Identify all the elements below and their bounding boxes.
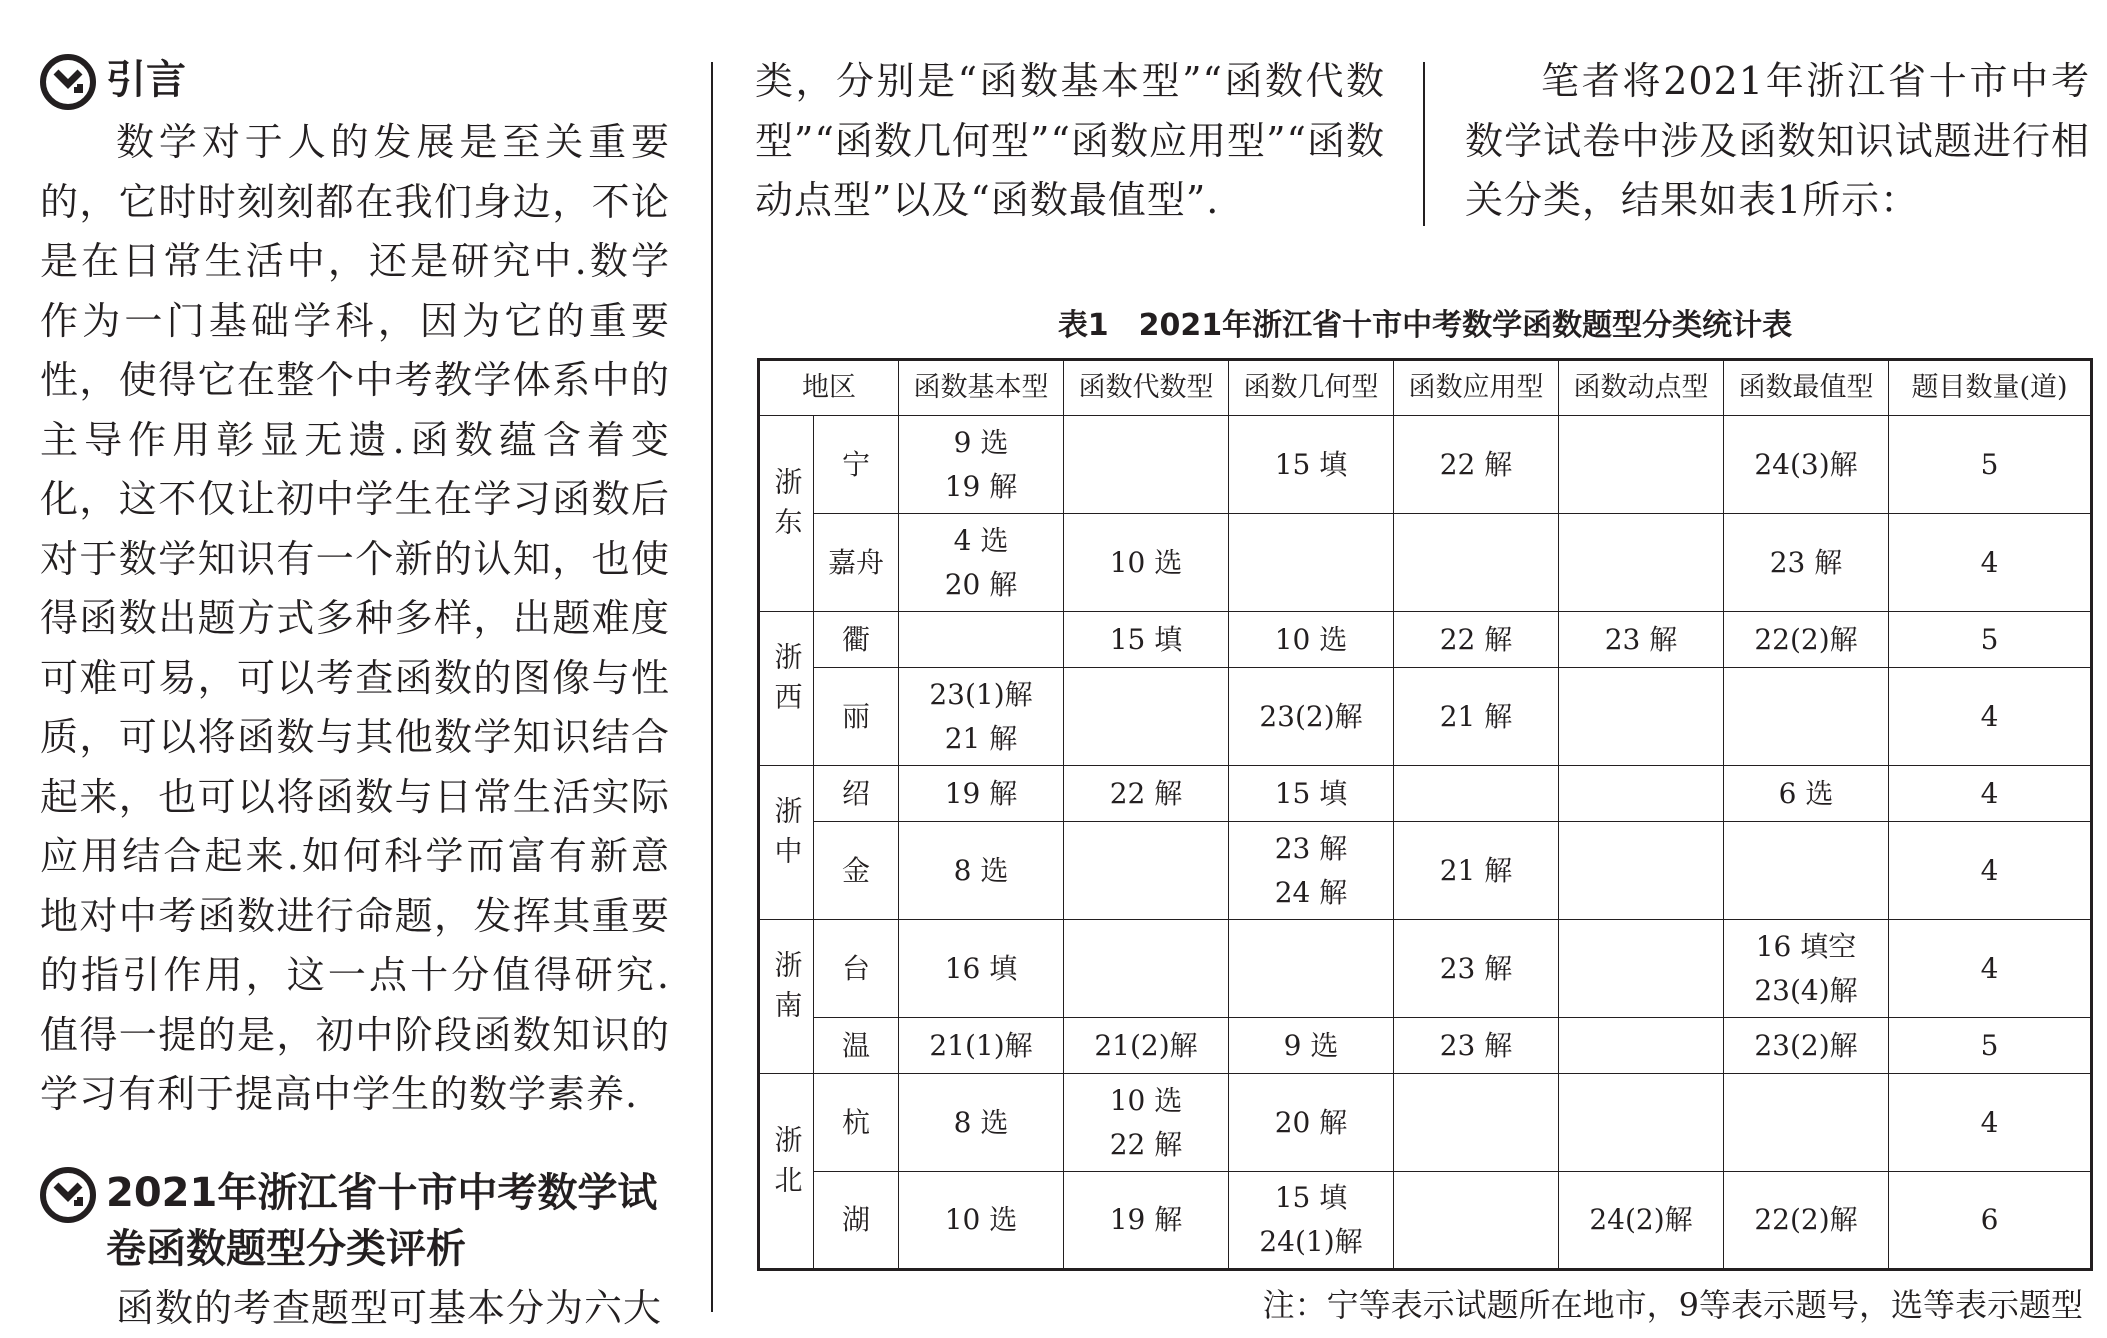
right-column — [1465, 52, 2090, 231]
table-cell: 23 解 — [1559, 612, 1724, 668]
table-header-cell: 函数基本型 — [899, 360, 1064, 416]
table-cell: 15 填 24(1)解 — [1229, 1172, 1394, 1270]
table-cell: 19 解 — [899, 766, 1064, 822]
table-row — [759, 612, 2092, 668]
left-column — [40, 52, 670, 1338]
table-cell: 4 — [1889, 1074, 2092, 1172]
table-row — [759, 766, 2092, 822]
table-cell — [1559, 822, 1724, 920]
table-cell: 23(2)解 — [1724, 1018, 1889, 1074]
table-note: 注：宁等表示试题所在地市，9等表示题号，选等表示题型 — [1262, 1286, 2083, 1324]
table-cell — [1064, 920, 1229, 1018]
table-cell: 22(2)解 — [1724, 1172, 1889, 1270]
column-divider — [1423, 62, 1425, 226]
region-label: 浙中 — [770, 796, 804, 876]
table-cell: 4 — [1889, 514, 2092, 612]
section-paragraph: 函数的考查题型可基本分为六大 — [116, 1285, 663, 1330]
table-cell: 22 解 — [1394, 416, 1559, 514]
table-cell — [1724, 822, 1889, 920]
table-header-cell: 函数动点型 — [1559, 360, 1724, 416]
table-cell: 15 填 — [1229, 766, 1394, 822]
intro-paragraph: 数学对于人的发展是至关重要的，它时时刻刻都在我们身边，不论是在日常生活中，还是研究中.数学作为一门基础学科，因为它的重要性，使得它在整个中考教学体系中的主导作用彰显无遗.函数蕴含着变化，这不仅让初中学生在学习函数后对于数学知识有一个新的认知，也使得函数出题方式多种多样，出题难度可难可易，可以考查函数的图像与性质，可以将函数与其他数学知识结合起来，也可以将函数与日常生活实际应用结合起来.如何科学而富有新意地对中考函数进行命题，发挥其重要的指引作用，这一点十分值得研究.值得一提的是，初中阶段函数知识的学习有利于提高中学生的数学素养. — [40, 120, 670, 1116]
table-cell: 10 选 — [899, 1172, 1064, 1270]
table-cell: 10 选 — [1229, 612, 1394, 668]
table-cell — [1229, 514, 1394, 612]
middle-column — [755, 52, 1385, 231]
table-cell: 21(1)解 — [899, 1018, 1064, 1074]
right-paragraph: 笔者将2021年浙江省十市中考数学试卷中涉及函数知识试题进行相关分类，结果如表1所示： — [1465, 59, 2090, 222]
table-cell — [1064, 822, 1229, 920]
table-cell: 8 选 — [899, 822, 1064, 920]
region-cell — [759, 416, 814, 612]
city-cell: 丽 — [814, 668, 899, 766]
city-cell: 绍 — [814, 766, 899, 822]
table-header-cell: 函数几何型 — [1229, 360, 1394, 416]
table-cell: 23(2)解 — [1229, 668, 1394, 766]
section-marker-icon — [40, 1167, 96, 1223]
table-cell: 21(2)解 — [1064, 1018, 1229, 1074]
middle-paragraph: 类，分别是“函数基本型”“函数代数型”“函数几何型”“函数应用型”“函数动点型”以及“函数最值型”. — [755, 59, 1385, 222]
table-cell — [1724, 668, 1889, 766]
intro-heading — [40, 52, 670, 110]
table-cell: 23 解 — [1394, 920, 1559, 1018]
table-cell: 21 解 — [1394, 668, 1559, 766]
table-cell — [1229, 920, 1394, 1018]
column-divider — [711, 62, 713, 1312]
table-row — [759, 1018, 2092, 1074]
city-cell: 嘉舟 — [814, 514, 899, 612]
table-cell — [1559, 416, 1724, 514]
table-cell: 21 解 — [1394, 822, 1559, 920]
table-header-row — [759, 360, 2092, 416]
table-cell: 23 解 24 解 — [1229, 822, 1394, 920]
table-cell — [1394, 766, 1559, 822]
function-type-table — [757, 358, 2093, 1271]
region-label: 浙西 — [770, 642, 804, 722]
table-cell: 20 解 — [1229, 1074, 1394, 1172]
table-row — [759, 668, 2092, 766]
table-cell: 4 — [1889, 920, 2092, 1018]
region-cell — [759, 920, 814, 1074]
table-cell — [1559, 920, 1724, 1018]
table-cell — [1559, 668, 1724, 766]
table-cell: 10 选 22 解 — [1064, 1074, 1229, 1172]
table-cell: 6 — [1889, 1172, 2092, 1270]
table-cell: 5 — [1889, 416, 2092, 514]
section-heading-text: 2021年浙江省十市中考数学试卷函数题型分类评析 — [106, 1169, 658, 1272]
table-cell — [1559, 1018, 1724, 1074]
table-cell: 15 填 — [1229, 416, 1394, 514]
table-cell: 15 填 — [1064, 612, 1229, 668]
section-marker-icon — [40, 54, 96, 110]
table-header-cell: 函数最值型 — [1724, 360, 1889, 416]
table-cell — [1394, 1074, 1559, 1172]
table-cell: 9 选 19 解 — [899, 416, 1064, 514]
city-cell: 湖 — [814, 1172, 899, 1270]
table-cell: 16 填 — [899, 920, 1064, 1018]
table-cell — [1559, 514, 1724, 612]
table-cell: 4 — [1889, 668, 2092, 766]
table-cell: 4 — [1889, 822, 2092, 920]
table-cell: 8 选 — [899, 1074, 1064, 1172]
table-cell: 22(2)解 — [1724, 612, 1889, 668]
table-cell — [1064, 416, 1229, 514]
table-header-cell: 地区 — [759, 360, 899, 416]
table-row — [759, 822, 2092, 920]
table-cell — [1064, 668, 1229, 766]
table-cell: 19 解 — [1064, 1172, 1229, 1270]
table-cell — [1724, 1074, 1889, 1172]
table-cell — [1559, 1074, 1724, 1172]
table-row — [759, 514, 2092, 612]
region-label: 浙东 — [770, 467, 804, 547]
table-cell: 5 — [1889, 1018, 2092, 1074]
table-header-cell: 题目数量(道) — [1889, 360, 2092, 416]
table-cell: 6 选 — [1724, 766, 1889, 822]
table-cell: 24(3)解 — [1724, 416, 1889, 514]
intro-heading-text: 引言 — [106, 57, 186, 103]
table-cell: 23(1)解 21 解 — [899, 668, 1064, 766]
city-cell: 台 — [814, 920, 899, 1018]
table-cell — [1559, 766, 1724, 822]
city-cell: 金 — [814, 822, 899, 920]
city-cell: 宁 — [814, 416, 899, 514]
region-cell — [759, 766, 814, 920]
region-label: 浙北 — [770, 1124, 804, 1205]
region-cell — [759, 612, 814, 766]
city-cell: 杭 — [814, 1074, 899, 1172]
city-cell: 温 — [814, 1018, 899, 1074]
table-body — [759, 360, 2092, 1270]
region-cell — [759, 1074, 814, 1270]
table-cell: 9 选 — [1229, 1018, 1394, 1074]
table-cell: 4 选 20 解 — [899, 514, 1064, 612]
table-header-cell: 函数应用型 — [1394, 360, 1559, 416]
table-cell: 22 解 — [1064, 766, 1229, 822]
region-label: 浙南 — [770, 950, 804, 1030]
table-cell — [1394, 514, 1559, 612]
table-row — [759, 1074, 2092, 1172]
table-cell: 10 选 — [1064, 514, 1229, 612]
table-cell: 4 — [1889, 766, 2092, 822]
table-caption: 表1 2021年浙江省十市中考数学函数题型分类统计表 — [1057, 308, 1793, 343]
table-cell: 22 解 — [1394, 612, 1559, 668]
table-cell: 16 填空 23(4)解 — [1724, 920, 1889, 1018]
table-row — [759, 920, 2092, 1018]
table-cell: 5 — [1889, 612, 2092, 668]
table-cell — [1394, 1172, 1559, 1270]
table-cell — [899, 612, 1064, 668]
city-cell: 衢 — [814, 612, 899, 668]
table-header-cell: 函数代数型 — [1064, 360, 1229, 416]
table-cell: 23 解 — [1394, 1018, 1559, 1074]
table-cell: 24(2)解 — [1559, 1172, 1724, 1270]
table-row — [759, 416, 2092, 514]
table-cell: 23 解 — [1724, 514, 1889, 612]
section-heading — [40, 1165, 670, 1277]
table-row — [759, 1172, 2092, 1270]
